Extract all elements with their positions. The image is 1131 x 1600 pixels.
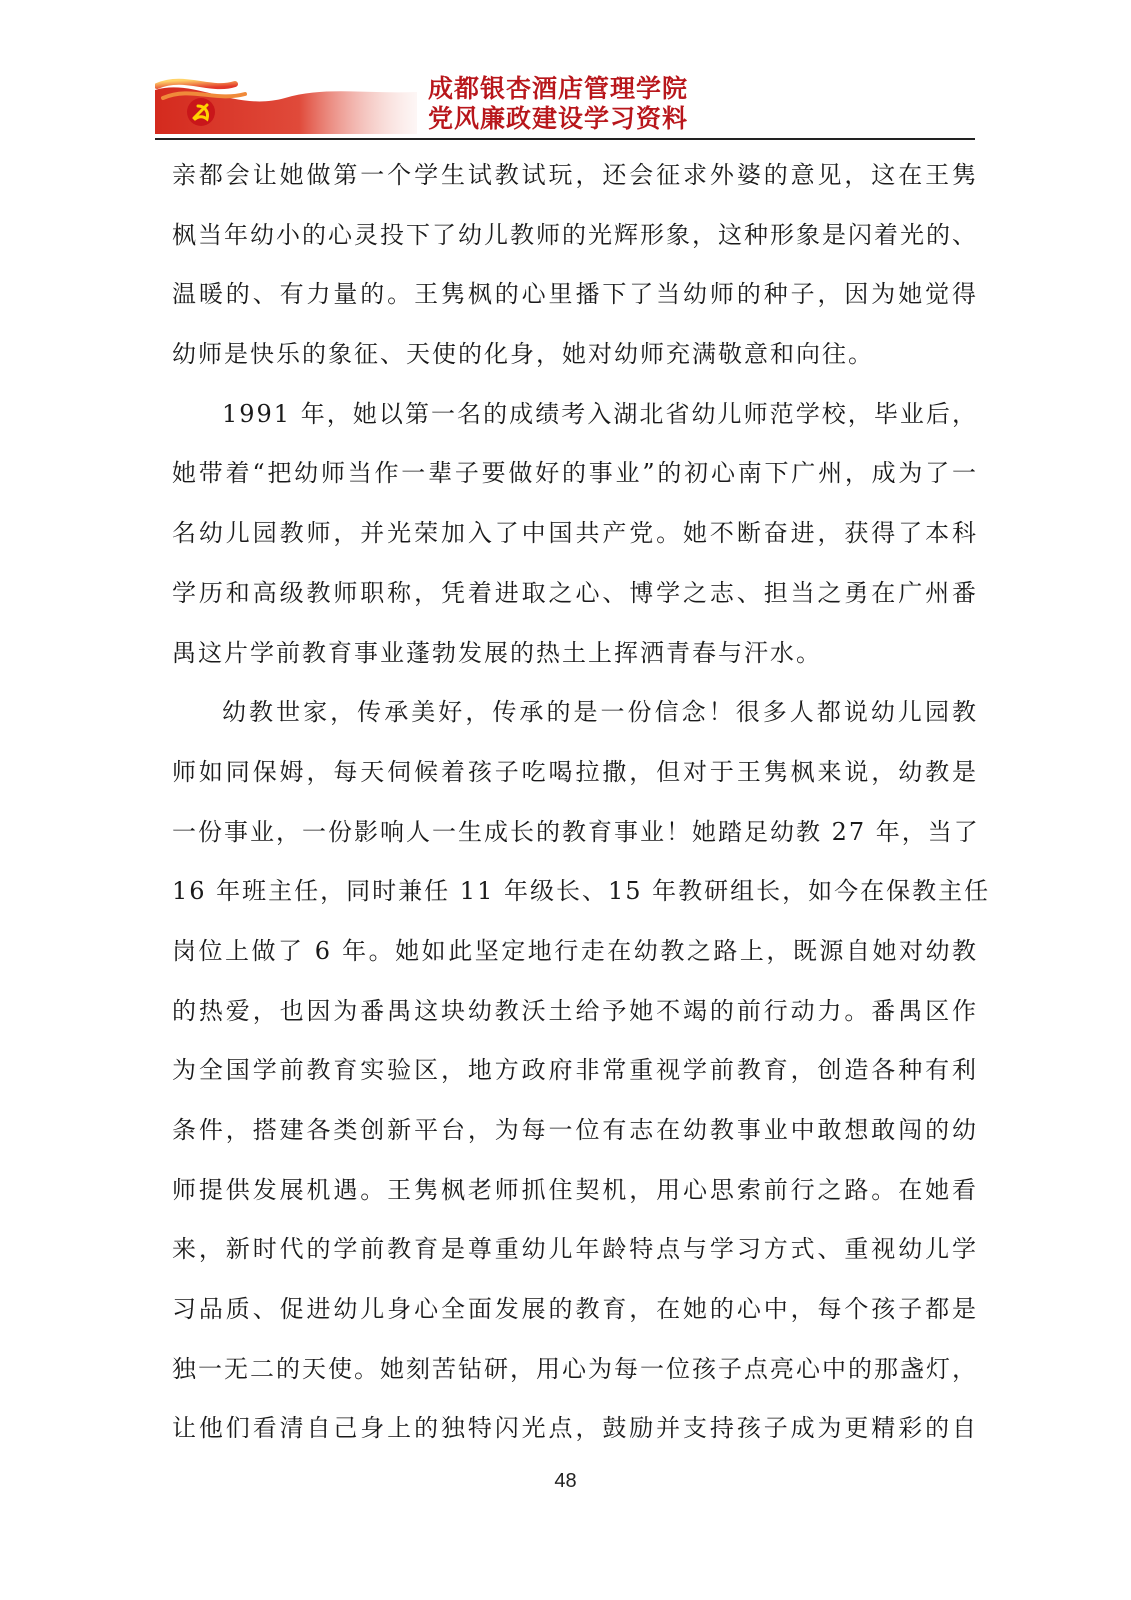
text-line: 一份事业，一份影响人一生成长的教育事业！她踏足幼教 27 年，当了 [172,817,980,846]
text-line: 枫当年幼小的心灵投下了幼儿教师的光辉形象，这种形象是闪着光的、 [172,220,978,249]
text-line: 条件，搭建各类创新平台，为每一位有志在幼教事业中敢想敢闯的幼 [172,1116,978,1144]
header-title-line2: 党风廉政建设学习资料 [428,104,689,133]
text-line: 岗位上做了 6 年。她如此坚定地行走在幼教之路上，既源自她对幼教 [172,936,978,965]
article-body [172,146,991,1459]
text-line: 她带着“把幼师当作一辈子要做好的事业”的初心南下广州，成为了一 [172,459,978,488]
page-number: 48 [554,1470,577,1492]
text-line: 亲都会让她做第一个学生试教试玩，还会征求外婆的意见，这在王隽 [172,161,978,189]
text-line: 温暖的、有力量的。王隽枫的心里播下了当幼师的种子，因为她觉得 [172,280,978,309]
text-line: 独一无二的天使。她刻苦钻研，用心为每一位孩子点亮心中的那盏灯， [172,1354,978,1383]
party-emblem-banner-icon [155,72,417,134]
text-line: 1991 年，她以第一名的成绩考入湖北省幼儿师范学校，毕业后， [222,399,978,428]
text-line: 幼师是快乐的象征、天使的化身，她对幼师充满敬意和向往。 [172,340,874,369]
page-header [155,68,975,140]
text-line: 为全国学前教育实验区，地方政府非常重视学前教育，创造各种有利 [172,1056,978,1085]
text-line: 师如同保姆，每天伺候着孩子吃喝拉撒，但对于王隽枫来说，幼教是 [172,757,978,786]
text-line: 名幼儿园教师，并光荣加入了中国共产党。她不断奋进，获得了本科 [172,519,978,548]
text-line: 禺这片学前教育事业蓬勃发展的热土上挥洒青春与汗水。 [172,638,822,667]
header-title [428,74,688,134]
text-line: 幼教世家，传承美好，传承的是一份信念！很多人都说幼儿园教 [222,698,978,727]
text-line: 习品质、促进幼儿身心全面发展的教育，在她的心中，每个孩子都是 [172,1295,978,1324]
text-line: 让他们看清自己身上的独特闪光点，鼓励并支持孩子成为更精彩的自 [172,1414,978,1443]
text-line: 学历和高级教师职称，凭着进取之心、博学之志、担当之勇在广州番 [172,578,978,607]
text-line: 师提供发展机遇。王隽枫老师抓住契机，用心思索前行之路。在她看 [172,1175,978,1204]
header-title-line1: 成都银杏酒店管理学院 [428,74,689,103]
text-line: 的热爱，也因为番禺这块幼教沃土给予她不竭的前行动力。番禺区作 [172,996,978,1025]
text-line: 来，新时代的学前教育是尊重幼儿年龄特点与学习方式、重视幼儿学 [172,1235,978,1264]
text-line: 16 年班主任，同时兼任 11 年级长、15 年教研组长，如今在保教主任 [172,877,991,906]
header-divider [155,138,975,140]
